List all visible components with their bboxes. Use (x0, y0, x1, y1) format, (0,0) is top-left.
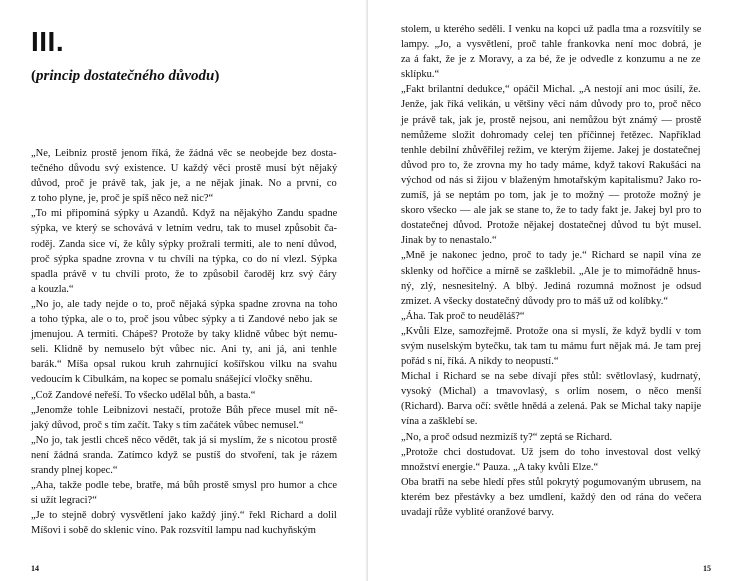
text-line: „Protože chci dostudovat. Už jsem do toho investoval dost velký (401, 446, 701, 458)
text-line: nemůžeme složit dohromady celej ten příčinnej řetězec. Například (401, 129, 701, 141)
text-line: sýpka, ve který se schovává v letním vedru, tak to musel způsobit ča- (31, 223, 338, 235)
text-line: svým nuselským bytečku, tak tam tu mámu furt nějak má. Je tam prej (401, 340, 702, 352)
text-line: (Richard). Barva očí: světle hnědá a zelená. Pak se Michal taky napije (401, 401, 702, 413)
text-line: skoro všecko — ale jak se stane to, že to tady fakt je. Jakej byl pro to (401, 205, 702, 217)
text-line: sklenky od hořčice a mírně se zašklebil. „Ale je to mimořádně hnus- (401, 265, 701, 277)
right-page-body-text (401, 22, 701, 520)
text-line: stolem, u kterého seděli. I venku na kopci už padla tma a rozsvítily se (401, 24, 702, 35)
text-line: Michal i Richard se na sebe dívají přes stůl: světlovlasý, kudrnatý, (401, 371, 701, 383)
text-line: není žádná sranda. Zatímco když se pustíš do stvoření, tak je rázem (31, 449, 338, 461)
text-line: „Jenomže tohle Leibnizovi nestačí, protože Bůh přece musel mít ně- (31, 404, 338, 416)
text-line: důvod pro to, že zrovna my ho tady máme, když takoví Rakušáci na (401, 159, 701, 171)
text-line: množství energie.“ Pauza. „A taky kvůli Elze.“ (401, 461, 599, 473)
text-line: „Aha, takže podle tebe, bratře, má bůh prostě smysl pro humor a chce (31, 480, 338, 492)
text-line: za á fakt, že je z Moravy, a za bé, že je odvedle z konzumu a ne ze (401, 54, 701, 66)
text-line: Oba bratři na sebe hledí přes stůl pokrytý pogumovaným ubrusem, na (401, 476, 702, 488)
text-line: uvadají růže vyblité oranžové barvy. (401, 507, 554, 518)
chapter-number: III. (31, 26, 65, 57)
text-line: a kouzla.“ (31, 283, 74, 295)
text-line: „Mně je nakonec jedno, proč to tady je.“ Richard se napil vína ze (401, 250, 702, 262)
chapter-title-text: princip dostatečného důvodu (36, 68, 215, 84)
text-line: zumíš, já se neptám po tom, jak je to možný — protože možný je (401, 190, 701, 202)
text-line: „Ne, Leibniz prostě jenom říká, že žádná věc se neobejde bez dosta- (31, 148, 337, 159)
text-line: kterém bez přestávky a bez umdlení, každý den od rána do večera (401, 491, 702, 503)
text-line: „No jo, tak jestli chceš něco vědět, tak já si myslím, že s nicotou prostě (31, 434, 337, 446)
text-line: „No, a proč odsud nezmizíš ty?“ zeptá se Richard. (401, 431, 613, 443)
text-line: Jenže, jak říká velikán, u většiny věcí nám důvody pro to, proč něco (401, 99, 702, 111)
text-line: si užít legraci?“ (31, 495, 97, 507)
text-line: „To mi připomíná sýpky u Azandů. Když na nějakýho Zandu spadne (31, 208, 338, 220)
text-line: dostatečnej důvod. Protože nějakej dostatečnej důvod tu být musel. (401, 220, 702, 232)
text-line: tenhle debilní zhůvěřilej režim, ve kterým žijeme. Jakej je dostatečnej (401, 144, 701, 156)
text-line: vína a zašklebí se. (401, 416, 478, 428)
text-line: roděj. Zanda sice ví, že kůly sýpky prožrali termiti, ale to není důvod, (31, 238, 337, 250)
text-line: je právě tak, jak je, prostě nejsou, ani nemůžou být známý — prostě (401, 114, 702, 126)
text-line: „Což Zandové neřeší. To všecko udělal bůh, a basta.“ (31, 389, 256, 401)
text-line: jmenujou. A termiti. Chápeš? Protože by taky klidně vůbec být nemu- (31, 329, 338, 341)
text-line: z toho plyne, je, proč je spíš něco než nic?“ (31, 193, 214, 205)
text-line: „Kvůli Elze, samozřejmě. Protože ona si myslí, že když bydlí v tom (401, 325, 702, 337)
text-line: proč sýpka spadne zrovna v tu chvíli na týpka, co do ní vlezl. Sýpka (31, 253, 338, 265)
chapter-title-close-paren: ) (214, 68, 220, 84)
text-line: „No jo, ale tady nejde o to, proč nějaká sýpka spadne zrovna na toho (31, 298, 338, 310)
text-line: spadla právě v tu chvíli proto, že to způsobil čaroděj krz svý čáry (31, 268, 337, 280)
text-line: „Je to stejně dobrý vysvětlení jako každý jiný.“ řekl Richard a dolil (31, 510, 337, 522)
text-line: tečného důvodu svý existence. U každý věci prostě musí být nějaký (31, 163, 338, 175)
text-line: vysoký (Michal) a tmavovlasý, s orlím nosem, o něco menší (401, 386, 702, 398)
text-line: důvod, proč je právě tak, jak je, a ne nějak jinak. No a první, co (31, 178, 337, 190)
text-line: východ od nás si žijou v blaženým hmotařským kapitalismu? Jako ro- (401, 174, 702, 186)
text-line: vedoucím k Cibulkám, na kopec se pomalu snášející vločky sněhu. (31, 374, 313, 386)
page-number-left: 14 (31, 564, 39, 573)
text-line: pořád s ní, říká. A nikdy to neopustí.“ (401, 356, 559, 368)
text-line: seli. Klidně by nemuselo být vůbec nic. Ani ty, ani já, ani tenhle (31, 344, 337, 356)
page-number-right: 15 (703, 564, 711, 573)
text-line: a toho týpka, ale o to, proč jsou vůbec sýpky a ti Zandové nebo jak se (31, 314, 338, 326)
left-page-body-text (31, 146, 337, 538)
text-line: jaký důvod, proč s tím začít. Taky s tím začátek vůbec nemusel.“ (31, 419, 304, 431)
chapter-title (31, 68, 219, 85)
text-line: Míšovi i sobě do sklenic víno. Pak rozsvítil lampu nad kuchyňským (31, 525, 316, 537)
text-line: sklípku.“ (401, 69, 440, 81)
left-page (0, 0, 368, 581)
text-line: „Fakt brilantní dedukce,“ opáčil Michal. „A nestojí ani moc úsilí, že. (401, 84, 701, 96)
text-line: barák.“ Míša opsal rukou kruh zahrnující košířskou vilku na svahu (31, 359, 337, 371)
text-line: „Áha. Tak proč to neuděláš?“ (401, 310, 525, 322)
text-line: lampy. „Jo, a vysvětlení, proč tahle frankovka není moc dobrá, je (401, 39, 702, 51)
chapter-title-open-paren: ( (31, 68, 36, 84)
text-line: ný, zlý, nesnesitelný. A blbý. Jediná rozumná možnost je odsud (401, 280, 702, 292)
text-line: zmizet. A všecky dostatečný důvody pro to máš už od kolíbky.“ (401, 295, 669, 307)
text-line: Jinak by to nenastalo.“ (401, 235, 497, 247)
text-line: srandy plnej kopec.“ (31, 464, 118, 476)
